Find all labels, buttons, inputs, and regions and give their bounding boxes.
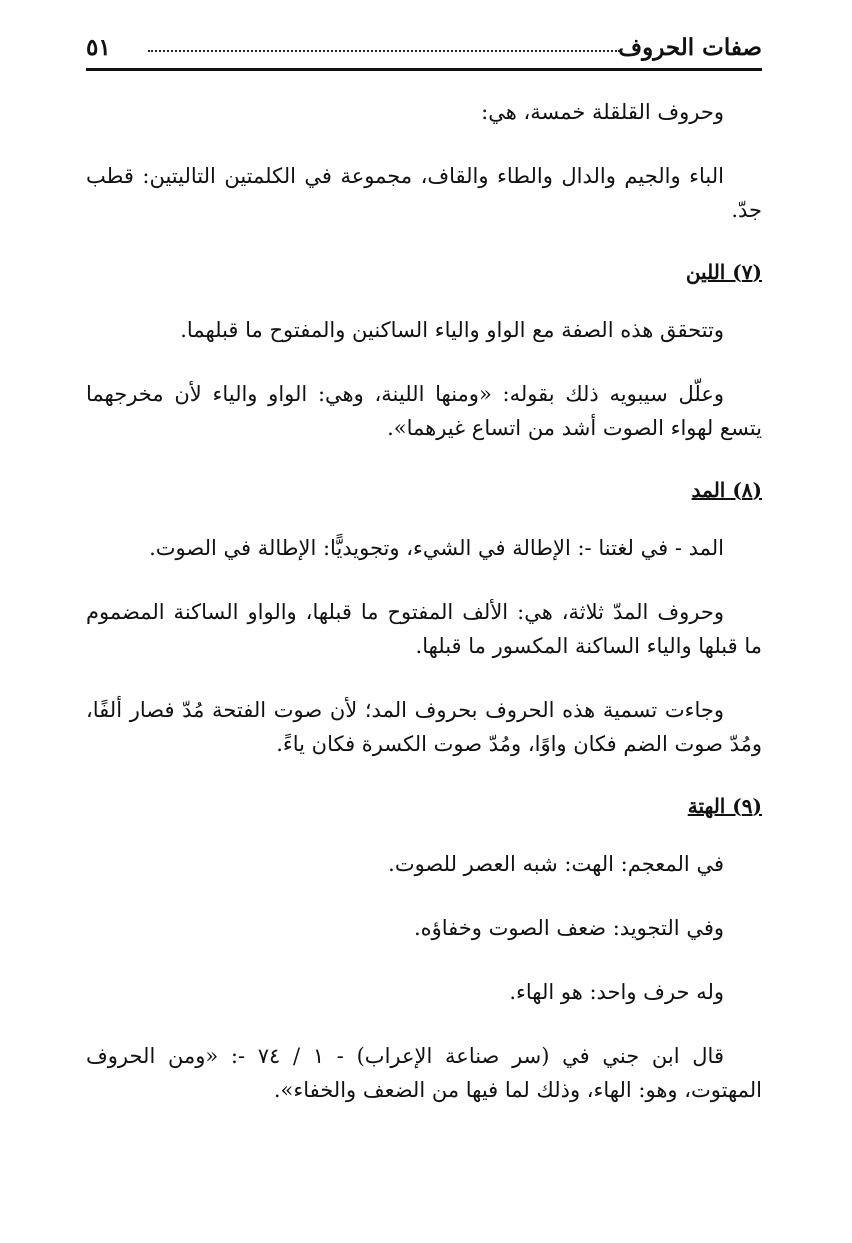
- paragraph: وعلّل سيبويه ذلك بقوله: «ومنها اللينة، وهي: الواو والياء لأن مخرجهما يتسع لهواء الصوت أشد من اتساع غيرهما».: [86, 382, 762, 440]
- paragraph: وحروف المدّ ثلاثة، هي: الألف المفتوح ما قبلها، والواو الساكنة المضموم ما قبلها والياء الساكنة المكسور ما قبلها.: [86, 600, 762, 658]
- paragraph: وجاءت تسمية هذه الحروف بحروف المد؛ لأن صوت الفتحة مُدّ فصار ألفًا، ومُدّ صوت الضم فكان واوًا، ومُدّ صوت الكسرة فكان ياءً.: [86, 698, 762, 756]
- page-body: [86, 95, 762, 1107]
- paragraph: وتتحقق هذه الصفة مع الواو والياء الساكنين والمفتوح ما قبلهما.: [180, 318, 724, 342]
- document-page: [86, 30, 762, 1137]
- paragraph: في المعجم: الهت: شبه العصر للصوت.: [388, 852, 724, 876]
- paragraph: المد - في لغتنا -: الإطالة في الشيء، وتجويديًّا: الإطالة في الصوت.: [149, 536, 724, 560]
- page-number: ٥١: [86, 34, 111, 61]
- header-dot-leader: [148, 50, 620, 52]
- section-heading: (٨) المد: [691, 478, 762, 502]
- paragraph: قال ابن جني في (سر صناعة الإعراب) - ١ / ٧٤ -: «ومن الحروف المهتوت، وهو: الهاء، وذلك لما فيها من الضعف والخفاء».: [86, 1044, 762, 1102]
- header-title: صفات الحروف: [618, 34, 762, 61]
- paragraph: وفي التجويد: ضعف الصوت وخفاؤه.: [413, 916, 724, 940]
- paragraph: وحروف القلقلة خمسة، هي:: [481, 100, 724, 124]
- paragraph: وله حرف واحد: هو الهاء.: [509, 980, 724, 1004]
- running-header: [86, 30, 762, 71]
- section-heading: (٧) اللين: [685, 260, 762, 284]
- paragraph: الباء والجيم والدال والطاء والقاف، مجموعة في الكلمتين التاليتين: قطب جدّ.: [86, 164, 762, 222]
- section-heading: (٩) الهتة: [687, 794, 762, 818]
